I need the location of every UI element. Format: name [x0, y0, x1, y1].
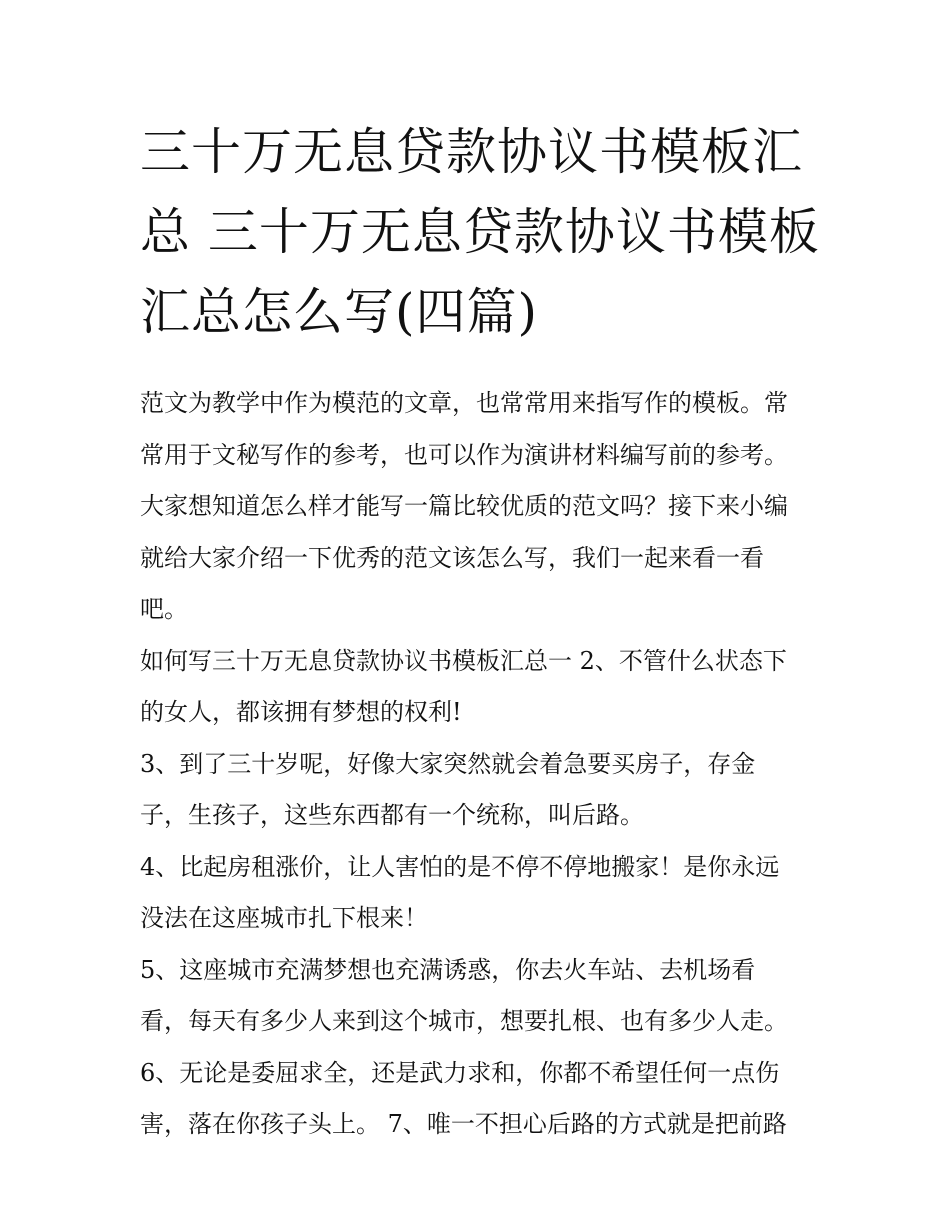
text-line: 的女人，都该拥有梦想的权利! — [140, 698, 462, 726]
text-line: 范文为教学中作为模范的文章，也常常用来指写作的模板。常 — [140, 389, 788, 417]
text-line: 吧。 — [140, 595, 188, 623]
list-paragraph — [140, 945, 820, 1048]
text-line: 3、到了三十岁呢，好像大家突然就会着急要买房子，存金 — [140, 749, 756, 778]
text-line: 就给大家介绍一下优秀的范文该怎么写，我们一起来看一看 — [140, 543, 764, 572]
intro-paragraph — [140, 378, 820, 636]
text-line: 4、比起房租涨价，让人害怕的是不停不停地搬家！是你永远 — [140, 852, 780, 881]
document-page — [140, 112, 820, 1151]
section-paragraph — [140, 636, 820, 739]
title-line: 总 三十万无息贷款协议书模板 — [140, 203, 820, 261]
list-paragraph — [140, 842, 820, 945]
text-line: 6、无论是委屈求全，还是武力求和，你都不希望任何一点伤 — [140, 1058, 780, 1087]
document-title — [140, 112, 820, 352]
text-line: 大家想知道怎么样才能写一篇比较优质的范文吗？接下来小编 — [140, 492, 788, 520]
title-line: 汇总怎么写(四篇) — [140, 283, 539, 341]
text-line: 害，落在你孩子头上。 7、唯一不担心后路的方式就是把前路 — [140, 1110, 787, 1138]
text-line: 看，每天有多少人来到这个城市，想要扎根、也有多少人走。 — [140, 1007, 788, 1035]
document-body — [140, 378, 820, 1151]
text-line: 如何写三十万无息贷款协议书模板汇总一 2、不管什么状态下 — [140, 646, 787, 675]
text-line: 子，生孩子，这些东西都有一个统称，叫后路。 — [140, 801, 644, 829]
list-paragraph — [140, 739, 820, 842]
list-paragraph — [140, 1048, 820, 1151]
text-line: 没法在这座城市扎下根来！ — [140, 904, 428, 932]
title-line: 三十万无息贷款协议书模板汇 — [140, 123, 803, 181]
text-line: 5、这座城市充满梦想也充满诱惑，你去火车站、去机场看 — [140, 955, 756, 984]
text-line: 常用于文秘写作的参考，也可以作为演讲材料编写前的参考。 — [140, 440, 788, 469]
